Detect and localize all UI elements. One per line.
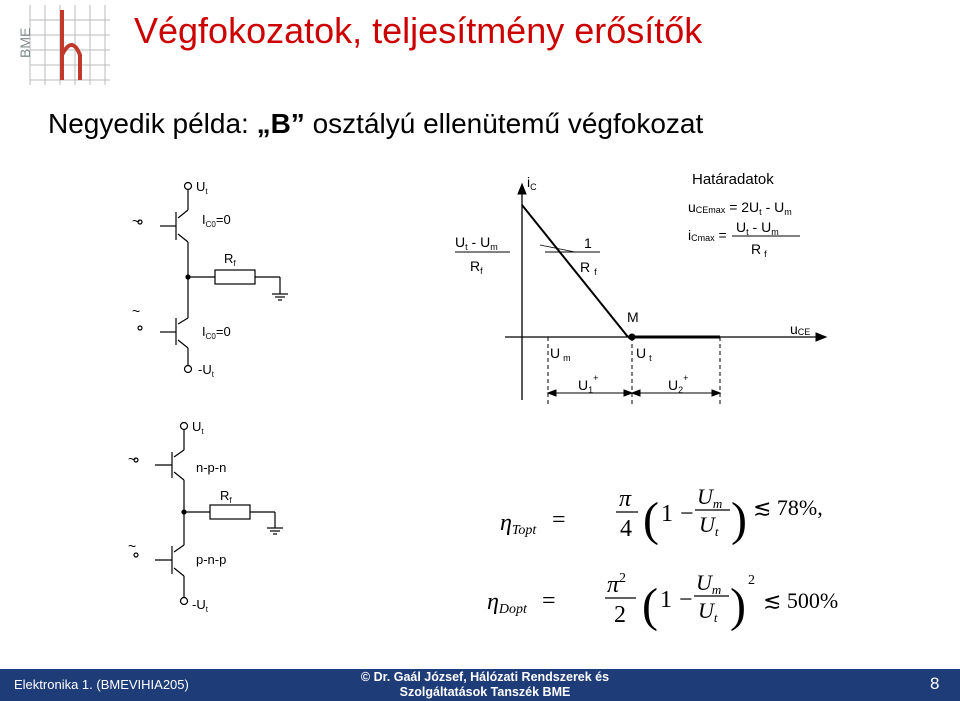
source-symbol-2a: ~ <box>128 451 137 467</box>
c1-ic-label: $I_{C0}=0$ <box>202 212 231 229</box>
graph-y-label: $i_C$ <box>527 174 537 192</box>
svg-text:1: 1 <box>661 501 673 527</box>
footer-course: Elektronika 1. (BMEVIHIA205) <box>14 677 189 692</box>
subtitle-quote: „B” <box>256 108 305 139</box>
icmax-denominator: R $_f$ <box>751 241 767 259</box>
c2-top-supply: $U_t$ <box>192 419 204 436</box>
footer-author-line1: © Dr. Gaál József, Hálózati Rendszerek és <box>360 670 610 684</box>
ut-label: U $_t$ <box>636 345 652 363</box>
svg-text:): ) <box>731 493 747 546</box>
c1-load-label: $R_f$ <box>224 251 236 268</box>
subtitle-suffix: osztályú ellenütemű végfokozat <box>304 108 704 139</box>
slope-num: 1 <box>584 235 592 251</box>
c2-bottom-supply: $-U_t$ <box>192 597 208 614</box>
source-symbol-2b: ~ <box>128 538 137 554</box>
graph-x-label: uCE <box>790 321 811 337</box>
u2-label: $U_2^+$ <box>668 373 689 395</box>
icmax-numerator: $U_t - U_m$ <box>736 219 779 237</box>
load-line-graph <box>455 184 826 405</box>
limits-heading: Határadatok <box>692 171 774 188</box>
svg-text:4: 4 <box>620 516 632 542</box>
svg-text:ηTopt: ηTopt <box>500 510 537 538</box>
slope-den: R $_f$ <box>580 259 597 277</box>
svg-text:(: ( <box>642 579 658 632</box>
graph-left-num: $U_t - U_m$ <box>455 234 498 252</box>
svg-text:Ut: Ut <box>698 598 718 625</box>
svg-text:=: = <box>542 588 556 614</box>
source-symbol-1b: ~ <box>132 303 141 319</box>
ucemax-formula: $uCEmax = 2U_t - U_m$ <box>688 199 792 217</box>
svg-text:): ) <box>730 579 746 632</box>
footer-author-line2: Szolgáltatások Tanszék BME <box>399 685 571 699</box>
svg-text:−: − <box>680 501 694 527</box>
c2-lower-type: p-n-p <box>196 552 227 567</box>
point-m-dot <box>629 334 636 341</box>
logo-text: BME <box>17 27 33 58</box>
c2-upper-type: n-p-n <box>196 460 227 475</box>
svg-text:Ut: Ut <box>699 512 719 539</box>
svg-text:1: 1 <box>660 587 672 613</box>
page-title: Végfokozatok, teljesítmény erősítők <box>134 10 703 51</box>
svg-text:≲ 78%,: ≲ 78%, <box>753 495 823 520</box>
graph-left-den: $R_f$ <box>470 258 483 276</box>
svg-text:2: 2 <box>614 602 626 628</box>
subtitle-prefix: Negyedik példa: <box>48 108 257 139</box>
formula-eta-topt <box>500 484 823 546</box>
svg-text:≲ 500%: ≲ 500% <box>763 588 839 613</box>
svg-text:=: = <box>552 507 566 533</box>
c1-bottom-supply: $-U_t$ <box>198 362 214 379</box>
svg-text:2: 2 <box>748 573 755 588</box>
circuit-1 <box>138 183 288 373</box>
svg-text:Um: Um <box>697 484 723 511</box>
page-number: 8 <box>930 674 940 693</box>
c2-load-label: $R_f$ <box>220 488 232 505</box>
formula-eta-dopt <box>487 570 838 632</box>
icmax-formula: iCmax = <box>688 227 727 243</box>
svg-text:π: π <box>619 486 632 512</box>
svg-text:−: − <box>679 587 693 613</box>
source-symbol-1a: ~ <box>132 213 141 229</box>
um-label: U $_m$ <box>550 345 571 363</box>
point-m-label: M <box>627 309 639 325</box>
svg-text:Um: Um <box>696 570 722 597</box>
c1-bottom-ic-label: $I_{C0}=0$ <box>202 324 231 341</box>
svg-text:ηDopt: ηDopt <box>487 589 527 617</box>
svg-text:(: ( <box>643 493 659 546</box>
circuit-2 <box>134 423 283 605</box>
svg-text:π2: $\pi^2$ <box>607 571 627 598</box>
c1-top-supply: $U_t$ <box>196 179 208 196</box>
footer-author <box>350 670 620 700</box>
u1-label: $U_1^+$ <box>578 373 599 395</box>
